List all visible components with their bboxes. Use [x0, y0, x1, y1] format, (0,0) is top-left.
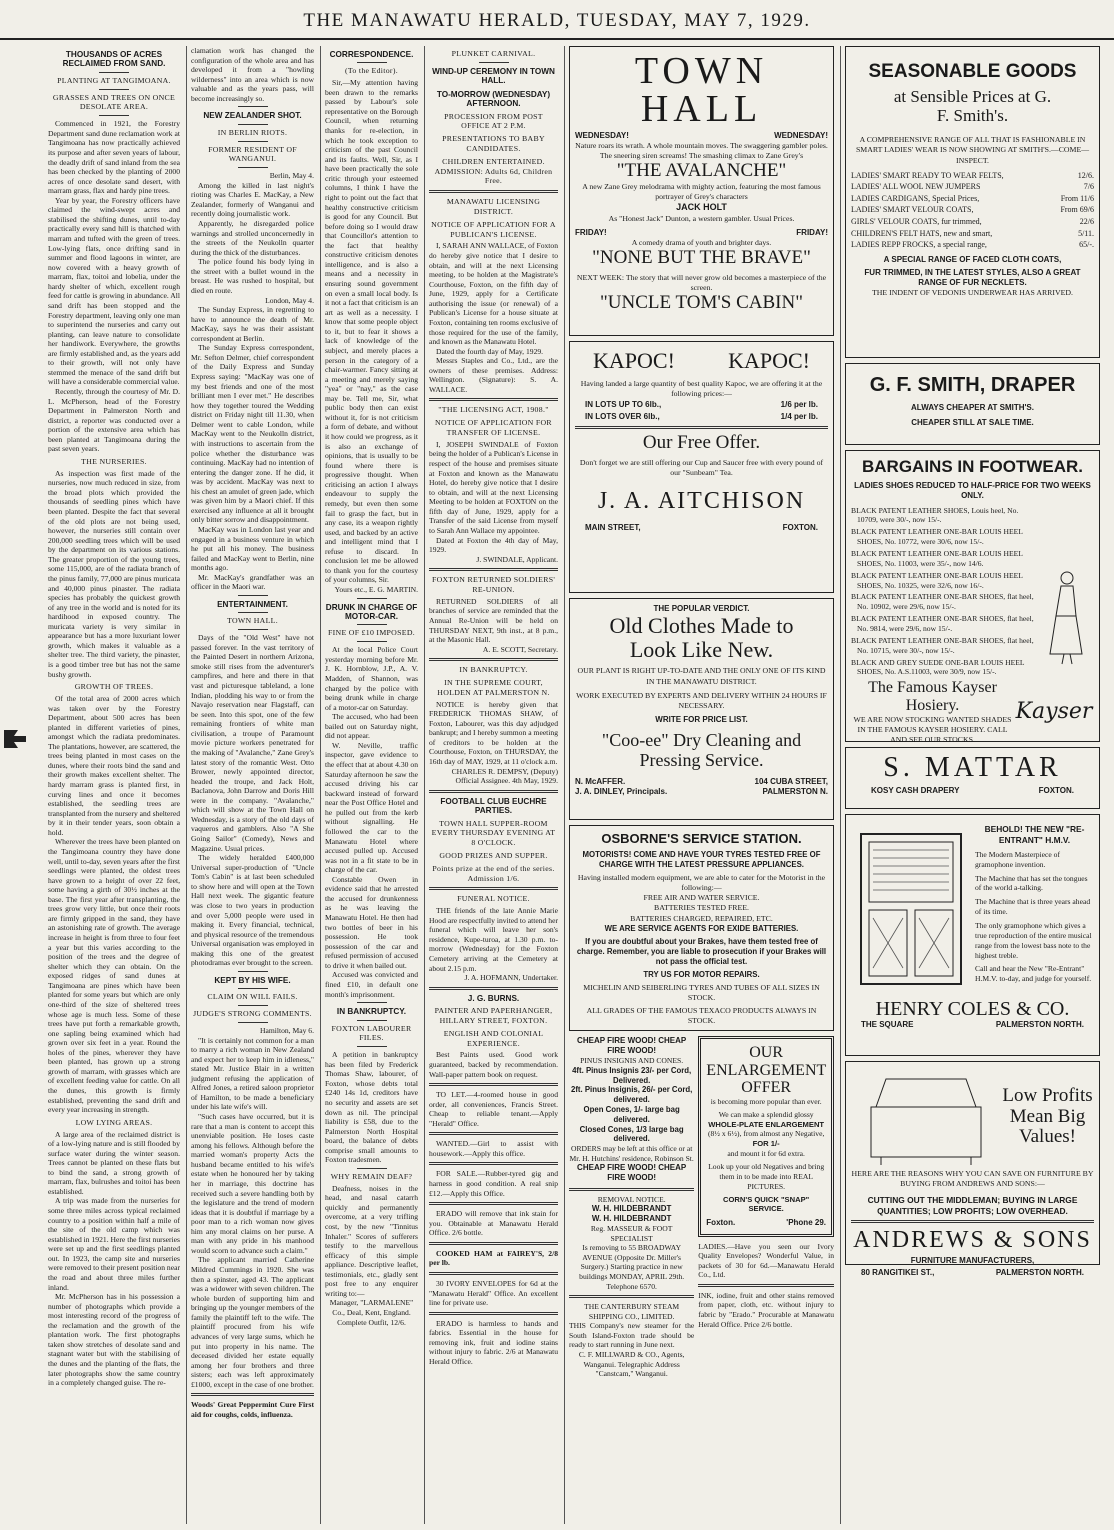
notice-line: ENGLISH AND COLONIAL EXPERIENCE. — [443, 1028, 544, 1048]
firewood-line: Open Cones, 1/- large bag delivered. — [583, 1104, 680, 1124]
dateline: London, May 4. — [265, 295, 314, 305]
price-item — [851, 239, 1094, 251]
lower-left-ads — [569, 1036, 694, 1379]
removal-name: W. H. HILDEBRANDT — [591, 1214, 672, 1224]
town-hall-title: TOWN HALL — [634, 50, 769, 130]
paragraph: Of the total area of 2000 acres which was taken over by the Forestry Department, about 500 acres has been planted in different varieties of pines, amongst which the radiata predominates. The plantations, however, are scattered, the trees being planted in most cases on the dunes, where their roots bind the sand and their growth makes excellent shelter. The hardy marram grass is planted first, in curving lines and once it becomes established, the seedling trees are transplanted from the nursery and sheltered by it in their tender years, soon obtain a hold. — [48, 693, 180, 837]
ad-text: LADIES SHOES REDUCED TO HALF-PRICE FOR TWO WEEKS ONLY. — [854, 481, 1091, 501]
notice-line: Points prize at the end of the series. Admission 1/6. — [432, 863, 555, 883]
ad-text: MOTORISTS! COME AND HAVE YOUR TYRES TESTED FREE OF CHARGE WITH THE LATEST PRESSURE APPLIANCES. — [582, 850, 821, 870]
paragraph: CHARLES R. DEMPSY, (Deputy) Official Assignee. 4th May, 1929. — [451, 766, 558, 786]
ad-text: We can make a splendid glossy — [718, 1109, 814, 1119]
price-item — [851, 193, 1094, 205]
ad-text: FOR 1/- — [752, 1139, 780, 1149]
kayser-logo: Kayser — [1015, 699, 1093, 725]
ad-text: FURNITURE MANUFACTURERS, — [910, 1255, 1035, 1265]
kapoc-title: KAPOC! — [728, 348, 810, 373]
paragraph: THE friends of the late Annie Marie Hood are respectfully invited to attend her funeral which will leave her son's residence, Kupe-turoa, at 1.30 p.m. to-morrow (Wednesday) for the Foxton Cemetery arriving at the Cemetery at about 2.15 p.m. — [429, 906, 558, 973]
ad-text: As "Honest Jack" Dunton, a western gambler. Usual Prices. — [608, 213, 795, 223]
classified: TO LET.—4-roomed house in good order, all conveniences, Francis Street. Cheap to reliable tenant.—Apply "Herald" Office. — [429, 1090, 558, 1128]
subhead: "THE LICENSING ACT, 1908." — [438, 405, 549, 415]
headline: NEW ZEALANDER SHOT. — [203, 111, 302, 121]
item-price: From 11/6 — [1060, 193, 1094, 203]
shoe-list — [851, 506, 1034, 680]
subhead: NOTICE OF APPLICATION FOR A PUBLICAN'S LICENSE. — [431, 219, 556, 239]
notice-line: GOOD PRIZES AND SUPPER. — [439, 850, 548, 860]
paragraph: A. E. SCOTT, Secretary. — [482, 644, 558, 654]
paragraph: The police found his body lying in the street with a bullet wound in the breast. He was rushed to hospital, but died en route. — [191, 257, 314, 295]
ad-text: The Machine that is three years ahead of its time. — [975, 897, 1091, 917]
ad-text: (8½ x 6½), from almost any Negative, — [707, 1129, 825, 1139]
classified: COOKED HAM at FAIREY'S, 2/8 per lb. — [429, 1248, 558, 1268]
address: THE SQUARE — [861, 1020, 914, 1029]
paragraph: At the local Police Court yesterday morning before Mr. J. K. Hornblow, J.P., A. V. Madden, of Shannon, was charged by the police with being drunk while in charge of a motor-car on Saturday. — [325, 645, 418, 712]
subhead: JUDGE'S STRONG COMMENTS. — [193, 1009, 312, 1019]
ad-text: WE ARE NOW STOCKING WANTED SHADES IN THE FAMOUS KAYSER HOSIERY. CALL AND SEE OUR STOCKS. — [853, 714, 1012, 744]
day-label: FRIDAY! — [575, 227, 607, 237]
subhead: IN THE SUPREME COURT, HOLDEN AT PALMERSTON N. — [437, 678, 550, 697]
classified: ERADO is harmless to hands and fabrics. Essential in the house for removing ink, fruit and iodine stains without injury to fabric. 2/6 at Manawatu Herald Office. — [429, 1318, 558, 1366]
ad-text: PINUS INSIGNIS AND CONES. — [580, 1056, 684, 1066]
signature: Yours etc., E. G. MARTIN. — [334, 585, 418, 595]
headline: WIND-UP CEREMONY IN TOWN HALL. — [432, 66, 555, 86]
ad-title: Old Clothes Made to Look Like New. — [609, 613, 794, 663]
andrews-ad — [845, 1061, 1100, 1277]
column-3 — [320, 46, 422, 1524]
paragraph: Deafness, noises in the head, and nasal catarrh quickly and permanently overcome, at a very trifling cost, by the new "Tinnitus Inhaler." Scores of sufferers testify to the marvellous efficacy of this simple appliance. Descriptive leaflet, testimonials, etc., gladly sent post free to any enquirer writing to:— — [325, 1183, 418, 1298]
ad-text: FUR TRIMMED, IN THE LATEST STYLES, ALSO A GREAT RANGE OF FUR NECKLETS. — [864, 267, 1081, 287]
paragraph: NOTICE is hereby given that FREDERICK THOMAS SHAW, of Foxton, Labourer, was this day adjudged bankrupt; and I hereby summon a meeting of creditors to be holden at the Courthouse, Foxton, on THURSDAY, the 16th day of MAY, 1929, at 11 o'clock a.m. — [429, 699, 558, 766]
paragraph: Dated at Foxton the 4th day of May, 1929. — [429, 535, 558, 555]
item-price: 7/6 — [1083, 182, 1094, 192]
classified: WANTED.—Girl to assist with housework.—Apply this office. — [429, 1139, 558, 1158]
shoe-item: BLACK PATENT LEATHER ONE-BAR LOUIS HEEL SHOES, No. 10325, were 32/6, now 16/-. — [851, 570, 1023, 590]
shoe-item: BLACK PATENT LEATHER ONE-BAR LOUIS HEEL SHOES, No. 11003, were 35/-, now 14/6. — [851, 549, 1023, 568]
ad-text: WRITE FOR PRICE LIST. — [655, 714, 748, 724]
notice-line: PROCESSION FROM POST OFFICE AT 2 P.M. — [444, 111, 543, 131]
left-margin — [0, 46, 46, 1516]
price-list — [851, 170, 1094, 251]
notice-line: PAINTER AND PAPERHANGER, HILLARY STREET, FOXTON. — [434, 1006, 553, 1025]
column-2 — [186, 46, 318, 1524]
ad-text: ALWAYS CHEAPER AT SMITH'S. — [911, 403, 1034, 413]
firewood-line: 4ft. Pinus Insignis 23/- per Cord, Delivered. — [572, 1065, 692, 1085]
day-label: WEDNESDAY! — [575, 131, 629, 140]
ad-text: Nature roars its wrath. A whole mountain moves. The swaggering gambler poles. The sneering siren screams! The smashing climax to Zane Grey's — [575, 141, 828, 161]
price-item — [851, 228, 1094, 240]
price-label: IN LOTS OVER 6lb., — [585, 411, 660, 421]
ad-text: CHEAPER STILL AT SALE TIME. — [911, 418, 1034, 428]
principal: J. A. DINLEY, Principals. — [575, 786, 668, 796]
film-title: "NONE BUT THE BRAVE" — [592, 247, 811, 269]
subhead: TOWN HALL. — [227, 616, 278, 626]
masthead-title: THE MANAWATU HERALD, TUESDAY, MAY 7, 1929. — [303, 10, 811, 31]
subhead: PLANTING AT TANGIMOANA. — [57, 75, 171, 85]
address: FOXTON. — [782, 522, 818, 532]
paragraph: Dated the fourth day of May, 1929. — [436, 346, 544, 356]
ad-text: THIS Company's new steamer for the South Island-Foxton trade should be ready to start running in June next. — [569, 1321, 695, 1350]
mattar-ad — [845, 747, 1100, 809]
price-item — [851, 170, 1094, 182]
gramophone-cabinet-icon — [851, 824, 971, 994]
removal-name: W. H. HILDEBRANDT — [591, 1204, 672, 1214]
address: 104 CUBA STREET, — [754, 776, 828, 786]
osborne-service-ad — [569, 825, 834, 1031]
star-name: JACK HOLT — [676, 202, 727, 213]
column-6 — [840, 46, 1104, 1524]
paragraph: Manager, "LARMALENE" Co., Deal, Kent, England. Complete Outfit, 12/6. — [329, 1298, 414, 1327]
notice-line: TOWN HALL SUPPER-ROOM EVERY THURSDAY EVENING AT 8 O'CLOCK. — [431, 818, 556, 848]
ad-text: CORN'S QUICK "SNAP" SERVICE. — [723, 1194, 810, 1214]
column-1 — [48, 46, 184, 1524]
ad-text: WHOLE-PLATE ENLARGEMENT — [708, 1119, 825, 1129]
subhead: FORMER RESIDENT OF WANGANUI. — [208, 144, 297, 164]
paragraph: Accused was convicted and fined £10, in default one month's imprisonment. — [325, 970, 418, 999]
headline: CORRESPONDENCE. — [329, 50, 414, 59]
paragraph: The applicant married Catherine Mildred Cummings in 1920. She was then a spinster, aged 43. The applicant was a widower with seven children. The whole burden of supporting him and bringing up the younger members of the family the plaintiff left to the wife. The plaintiff procured from his wife advances of very large sums, which he put into property in his name. The deceased divided her estate equally among her four brothers and three sisters; each was left approximately £1000, except in the case of one brother. — [191, 1255, 314, 1389]
ad-text: is becoming more popular than ever. — [710, 1096, 822, 1106]
dry-cleaning-ad — [569, 598, 834, 820]
ad-text: Call and hear the New "Re-Entrant" H.M.V. to-day, and judge for yourself. — [975, 964, 1092, 984]
firewood-line: Closed Cones, 1/3 large bag delivered. — [579, 1124, 684, 1144]
item-price: From 69/6 — [1060, 205, 1094, 215]
paragraph: Apparently, he disregarded police warnings and strolled unconcernedly in the streets of the Neukolln quarter during the thick of the disturbances. — [191, 219, 314, 257]
firewood-title: CHEAP FIRE WOOD! CHEAP FIRE WOOD! — [577, 1163, 687, 1183]
seasonable-goods-ad — [845, 46, 1100, 358]
furniture-sketch-icon — [851, 1067, 1001, 1167]
price-value: 1/6 per lb. — [780, 399, 818, 409]
smith-draper-ad — [845, 363, 1100, 445]
removal-title: REMOVAL NOTICE. — [597, 1194, 666, 1204]
ad-text: Look up your old Negatives and bring them in to be made into REAL PICTURES. — [708, 1161, 825, 1191]
paragraph: Constable Owen in evidence said that he arrested the accused for drunkenness as he was leaving the Manawatu Hotel. He then had two bottles of beer in his possession. He took possession of the car and refused permission of accused to drive it when bailed out. — [325, 874, 418, 970]
ad-text: Is removing to 55 BROADWAY AVENUE (Opposite Dr. Miller's Surgery.) Starting practice in new buildings MONDAY, APRIL 29th. Telephone 6570. — [579, 1243, 685, 1291]
shoe-item: BLACK PATENT LEATHER ONE-BAR SHOES, flat heel, No. 10902, were 29/6, now 15/-. — [851, 592, 1034, 612]
town-hall-ad — [569, 46, 834, 336]
paragraph: Mr. McPherson has in his possession a number of photographs which provide a most interesting record of the progress of the reclamation and the growth of the plantation work. The first photographs taken show stretches of desolate sand and stagnant water but with the stabilising of the dunes and the planting of the flats, the later photographs show the same country in a completely changed guise. The re- — [48, 1292, 180, 1388]
ad-text: THE INDENT OF VEDONIS UNDERWEAR HAS ARRIVED. — [872, 288, 1073, 298]
ad-title: OSBORNE'S SERVICE STATION. — [601, 831, 802, 846]
item-price: 22/6 — [1079, 217, 1094, 227]
headline: TO-MORROW (WEDNESDAY) AFTERNOON. — [436, 89, 551, 109]
paragraph: I, JOSEPH SWINDALE of Foxton being the holder of a Publican's License in respect of the house and premises situate at Foxton and known as the Manawatu Hotel, do hereby give notice that I desire to obtain, and will at the next Licensing Meeting to be holden at FOXTON on the fifth day of June, 1929, apply for a Transfer of the said License from myself to Sarah Ann Wallace my appointee. — [429, 439, 558, 535]
paragraph: MacKay was in London last year and engaged in a business venture in which he put all his money. The business failed and MacKay went to Berlin, nine months ago. — [191, 525, 314, 573]
paragraph: Among the killed in last night's rioting was Charles E. MacKay, a New Zealander, formerly of Wanganui and recently doing journalistic work. — [191, 180, 314, 219]
masthead — [0, 10, 1114, 40]
ad-title: Low Profits Mean Big Values! — [1002, 1084, 1093, 1148]
ad-text: C. F. MILLWARD & CO., Agents, Wanganui. Telegraphic Address "Canstcam," Wanganui. — [578, 1349, 685, 1379]
ad-text: Don't forget we are still offering our Cup and Saucer free with every pound of our "Sunbeam" Tea. — [579, 458, 824, 478]
ad-title: SEASONABLE GOODS — [868, 61, 1077, 82]
subhead: NOTICE OF APPLICATION FOR TRANSFER OF LICENSE. — [435, 418, 552, 438]
ad-text: A SPECIAL RANGE OF FACED CLOTH COATS, — [883, 254, 1062, 264]
subhead: IN BANKRUPTCY. — [459, 665, 528, 675]
address: MAIN STREET, — [585, 522, 641, 532]
paragraph: clamation work has changed the configuration of the whole area and has developed it from a "howling wilderness" into an area which is now valuable and as the years pass, will become increasingly so. — [191, 46, 314, 103]
ad-text: NEXT WEEK: The story that will never grow old becomes a masterpiece of the screen. — [576, 273, 827, 293]
subhead: FINE OF £10 IMPOSED. — [327, 628, 415, 638]
ad-subtitle: at Sensible Prices at G. F. Smith's. — [893, 86, 1052, 125]
gramophone-ad — [845, 814, 1100, 1056]
paragraph: Recently, through the courtesy of Mr. D. L. McPherson, head of the Forestry Department in Palmerston North and district, a reporter was conducted over a portion of the extensive area which has been planted at Tangimoana during the past seven years. — [48, 387, 180, 454]
lower-right-ads — [698, 1036, 834, 1379]
address: KOSY CASH DRAPERY — [871, 785, 960, 795]
firewood-title: CHEAP FIRE WOOD! CHEAP FIRE WOOD! — [577, 1036, 687, 1056]
item-name: CHILDREN'S FELT HATS, new and smart, — [851, 228, 993, 238]
paragraph: W. Neville, traffic inspector, gave evidence to the effect that at about 4.30 on Saturday afternoon he saw the accused driving his car backward instead of forward near the Post Office Hotel and he pulled out from the kerb without signalling. He followed the car to the Manawatu Hotel where accused pulled up. Accused was not in a fit state to be in charge of the car. — [325, 740, 418, 875]
price-label: IN LOTS UP TO 6lb., — [585, 399, 662, 409]
service-line: TRY US FOR MOTOR REPAIRS. — [643, 969, 760, 979]
paragraph: Wherever the trees have been planted on the Tangimoana country they have done well, until to-day, seven years after the first seedlings were planted, the oldest trees have grown to a height of over 22 feet, some having a girth of 30½ inches at the base. The first year after transplanting, the trees grow very little, but once their roots are firmly gripped in the sand, they have an astonishing rate of growth. The average increase in height is from three to four feet a year but this varies according to the position of the trees and the degree of shelter which they can obtain. On the exposed ridges of sand dunes at Tangimoana are pines which have been planted for some years but which are only one-third of the size of sheltered trees whose age is much less. Some of these trees have put forth a remarkable growth, one sapling being examined which had grown over six feet in a year. Round the holes of the pines, wherever they have been planted, has grown up a strong growth of marram, with grasses which are of excellent feeding value for cattle. On all the dunes, this growth is firmly established, preventing the sand drift and every year increasing in strength. — [48, 837, 180, 1115]
headline: J. G. BURNS. — [467, 993, 520, 1003]
price-item — [851, 181, 1094, 193]
ad-text: ORDERS may be left at this office or at Mr. H. Hutchins' residence, Robinson St. — [569, 1144, 694, 1163]
price-value: 1/4 per lb. — [780, 411, 818, 421]
ad-text: The Machine that has set the tongues of the world a-talking. — [975, 873, 1088, 893]
ad-text: Reg. MASSEUR & FOOT SPECIALIST — [590, 1224, 673, 1243]
merchant-name: "Coo-ee" Dry Cleaning and Pressing Service. — [601, 730, 802, 770]
firewood-line: 2ft. Pinus Insignis, 26/- per Cord, delivered. — [570, 1085, 693, 1105]
margin-pointer-icon — [0, 46, 46, 1516]
item-name: GIRLS' VELOUR COATS, fur trimmed, — [851, 217, 982, 227]
shoe-item: BLACK PATENT LEATHER ONE-BAR SHOES, flat heel, No. 9814, were 29/6, now 15/-. — [851, 614, 1034, 634]
shoe-item: BLACK PATENT LEATHER ONE-BAR SHOES, flat heel, No. 10715, were 30/-, now 15/-. — [851, 635, 1034, 655]
ad-text: A new Zane Grey melodrama with mighty action, featuring the most famous portrayer of Grey's characters — [582, 182, 821, 202]
shoe-item: BLACK PATENT LEATHER ONE-BAR LOUIS HEEL SHOES, No. 10772, were 30/6, now 15/-. — [851, 527, 1023, 547]
classified: ERADO will remove that ink stain for you. Obtainable at Manawatu Herald Office. 2/6 bottle. — [429, 1209, 558, 1238]
ad-subtitle: The Famous Kayser Hosiery. — [868, 679, 997, 714]
paragraph: A large area of the reclaimed district is of a low-lying nature and is still flooded by surface water during the winter season. Trees cannot be planted on these flats but to bind the sand, a strong growth of marram, flax, bulrushes and toitoi has been established. — [48, 1129, 180, 1196]
classified: FOR SALE.—Rubber-tyred gig and harness in good condition. A real snip £12.—Apply this Office. — [429, 1169, 558, 1198]
subhead: MANAWATU LICENSING DISTRICT. — [446, 197, 541, 216]
lower-ads — [569, 1036, 834, 1379]
paragraph: J. SWINDALE, Applicant. — [476, 554, 558, 564]
service-line: WE ARE SERVICE AGENTS FOR EXIDE BATTERIES. — [604, 923, 799, 933]
ad-text: HERE ARE THE REASONS WHY YOU CAN SAVE ON FURNITURE BY BUYING FROM ANDREWS AND SONS:— — [851, 1169, 1094, 1189]
paragraph: Year by year, the Forestry officers have claimed the wind-swept acres and stabilised the shifting dunes, until to-day practically every sand hill is thatched with marram and tufted with the green of trees. Low-lying flats, once drifting sand in summer and flood lagoons in winter, are now covered with a heavy growth of marram, flax, toitoi and lobelia, under the hardy shelter of which, excellent rough feed for cattle is growing in abundance. All sand drift has been stopped and the Forestry department, leaving only one man to superintend the nurseries and carry out planting, can leave nature to consolidate her handiwork. Everywhere, the growths are firmly established and, as the years add to their growth, will not only have stemmed the menace of the sand drift but will have a considerable commercial value. — [48, 195, 180, 387]
subhead: CLAIM ON WILL FAILS. — [207, 992, 298, 1002]
ad-text: The Modern Masterpiece of gramophone invention. — [975, 849, 1060, 869]
film-title: "THE AVALANCHE" — [616, 160, 787, 182]
ad-title: BEHOLD! THE NEW "RE-ENTRANT" H.M.V. — [984, 824, 1085, 845]
service-line: BATTERIES CHARGED, REPAIRED, ETC. — [630, 913, 773, 923]
ad-text: The only gramophone which gives a true reproduction of the entire musical range from the lowest bass note to the highest treble. — [975, 921, 1092, 960]
paragraph: I, SARAH ANN WALLACE, of Foxton do hereby give notice that I desire to obtain, and will at the next Licensing meeting, to be holden at the Magistrate's Courthouse, Foxton, on the fifth day of June, 1929, apply for a Certificate authorising the issue (or renewal) of a Publican's License for a house situate at Foxton, containing ten rooms exclusive of those required for the use of the family, and known as the Manawatu Hotel. — [429, 241, 558, 347]
address: FOXTON. — [1038, 785, 1074, 795]
enlargement-ad — [698, 1036, 834, 1237]
merchant-name: J. A. AITCHISON — [597, 488, 806, 515]
paragraph: Days of the "Old West" have not passed forever. In the vast territory of the Painted Desert in northern Arizona, smoke still rises from the adventurer's campfires, and here and there in that vast and picturesque tableland, a lone Indian, plodding his way to or from the Navajo reservation near Flagstaff, can be seen. Into this spot, one of the few remaining frontiers of white man civilisation, a troupe of Paramount movie picture workers penetrated for the making of "Avalanche," Zane Grey's latest story of the romantic West. Otto Brower, newly appointed director, headed the troupe, and Jack Holt, Baclanova, John Darrow and Doris Hill were in the company. "Avalanche," which will show at the Town Hall on Wednesday, is a story of the old days of vaqueros and gamblers. Also "A She Going Sailor" (Comedy), News and Magazine. Usual prices. — [191, 633, 314, 853]
ad-kicker: THE POPULAR VERDICT. — [653, 604, 750, 613]
shoe-item: BLACK PATENT LEATHER SHOES, Louis heel, No. 10709, were 30/-, now 15/-. — [851, 505, 1019, 525]
classified: 30 IVORY ENVELOPES for 6d at the "Manawatu Herald" Office. An excellent line for private use. — [429, 1278, 558, 1308]
service-line: FREE AIR AND WATER SERVICE. — [643, 893, 760, 903]
classified: INK, iodine, fruit and other stains removed from paper, cloth, etc. without injury to fabric by "Erado." Procurable at Manawatu Herald Office. Price 2/6 bottle. — [698, 1290, 834, 1329]
subhead: IN BERLIN RIOTS. — [217, 127, 288, 137]
column-4 — [424, 46, 562, 1524]
subhead: (To the Editor). — [345, 66, 398, 76]
ad-title: OUR ENLARGEMENT OFFER — [706, 1044, 827, 1097]
notice-line: PRESENTATIONS TO BABY CANDIDATES. — [442, 134, 545, 153]
headline: IN BANKRUPTCY. — [336, 1007, 407, 1017]
subhead: FUNERAL NOTICE. — [457, 894, 530, 904]
paragraph: J. A. HOFMANN, Undertaker. — [464, 973, 558, 983]
ad-text: WORK EXECUTED BY EXPERTS AND DELIVERY WITHIN 24 HOURS IF NECESSARY. — [576, 690, 827, 710]
dress-figure-icon — [1034, 566, 1094, 666]
ad-title: BARGAINS IN FOOTWEAR. — [862, 457, 1083, 476]
price-item — [851, 204, 1094, 216]
service-line: If you are doubtful about your Brakes, have them tested free of charge. Remember, you are liable to prosecution if your Brakes will not pass the official test. — [576, 937, 827, 967]
price-item — [851, 216, 1094, 228]
paragraph: Mr. MacKay's grandfather was an officer in the Maori war. — [191, 572, 314, 592]
offer-title: Our Free Offer. — [642, 432, 761, 454]
subhead: PLUNKET CARNIVAL. — [451, 49, 536, 58]
paragraph: A petition in bankruptcy has been filed by Frederick Thomas Shaw, labourer, of Foxton, whose debts total £240 14s 1d, creditors have no security and assets are set down as nil. The principal liability is £58, due to the Palmerston North Hospital board, the balance of debts comprise small amounts to Foxton tradesmen. — [325, 1050, 418, 1165]
ad-text: A COMPREHENSIVE RANGE OF ALL THAT IS FASHIONABLE IN SMART LADIES' WEAR IS NOW SHOWING AT SMITH'S.—COME—INSPECT. — [855, 135, 1090, 165]
item-name: LADIES' ALL WOOL NEW JUMPERS — [851, 182, 981, 192]
paragraph: The widely heralded £400,000 Universal super-production of "Uncle Tom's Cabin" is at last been scheduled to show here and will open at the Town Hall next week. The gigantic feature was close to two years in production and over 5,000 people were used in making it. Every financial, technical, and physical resource of the tremendous Universal organisation was employed in making this one of the greatest photodramas ever brought to the screen. — [191, 853, 314, 968]
subhead: WHY REMAIN DEAF? — [330, 1171, 413, 1181]
address: PALMERSTON N. — [762, 786, 828, 796]
subhead: FOXTON LABOURER FILES. — [331, 1023, 412, 1043]
item-name: LADIES' SMART VELOUR COATS, — [851, 205, 974, 215]
subhead: GROWTH OF TREES. — [74, 682, 154, 692]
day-label: WEDNESDAY! — [774, 131, 828, 140]
ad-text: and mount it for 6d extra. — [727, 1149, 805, 1159]
column-5 — [564, 46, 838, 1524]
headline: FOOTBALL CLUB EUCHRE PARTIES. — [440, 796, 547, 816]
ad-text: Having landed a large quantity of best quality Kapoc, we are offering it at the following prices:— — [580, 378, 823, 398]
item-price: 65/-. — [1079, 240, 1094, 250]
dateline: Berlin, May 4. — [269, 171, 314, 181]
address: Foxton. — [706, 1218, 736, 1228]
merchant-name: ANDREWS & SONS — [853, 1227, 1092, 1254]
paragraph: "It is certainly not common for a man to marry a rich woman in New Zealand and expect her to keep him in idleness," stated Mr. Justice Blair in a written judgment refusing the application of Alfred Jones, a retired saloon proprietor of Hamilton, to be made a beneficiary under his late wife's will. — [191, 1035, 314, 1112]
paragraph: Sir,—My attention having been drawn to the remarks passed by Labour's sole representative on the Borough Council, when returning thanks for re-election, in which he took exception to criticism of the past Council and its faults. Well, Sir, as I have been practically the sole critic through your esteemed columns, I think I have the right to point out the fact that healthy constructive criticism is good for any Council. But before doing so I would draw that Councillor's attention to the fact that healthy constructive criticism denotes intelligence, and is also a means and a necessity in ensuring sound government on even a small local body. Is it not a fact that criticism is an art as well as a necessity. I know that some people object to it, but to fear it shows a lack of knowledge of the subject, and merely places a person in the category of a chair-warmer. Fancy sitting at a meeting and merely saying "yea" or "nay," as the case may be. Tell me, Sir, what public body then can exist without it, for is not criticism a form of debate, and without it how could we progress, as it is also an exchange of opinions, that is usually to be found where there is progressive thought. When criticising an action I always endeavour to supply the remedy, but even then some fail to grasp the fact, but in any case, its a weapon rightly used, and backed by an active and intelligent mind that I refuse to discard. In conclusion let me be allowed to thank you for the courtesy of your columns, Sir. — [325, 78, 418, 585]
shoe-item: BLACK AND GREY SUEDE ONE-BAR LOUIS HEEL SHOES, No. A.S.11003, were 30/9, now 15/-. — [851, 657, 1025, 677]
item-price: 12/6. — [1077, 170, 1094, 180]
paragraph: "Such cases have occurred, but it is rare that a man is content to accept this unenviable position. He loses caste among his fellows. Although before the married woman's property Acts the husband became entitled to his wife's estate when he honoured her by taking her in marriage, this doctrine has received such a severe handling both by the legislature and the trend of modern ideas that it is doubtful if marriage by a poor man to a rich woman now gives him any moral claims on her purse. A man with any pride in his manhood would scorn to advance such a claim." — [191, 1112, 314, 1255]
paragraph: Messrs Staples and Co., Ltd., are the owners of these premises. Address: Wellington. (Signature): S. A. WALLACE. — [429, 356, 558, 394]
paragraph: The Sunday Express, in regretting to have to announce the death of Mr. MacKay, says he was their assistant correspondent at Berlin. — [191, 305, 314, 343]
subhead: FOXTON RETURNED SOLDIERS' RE-UNION. — [431, 575, 556, 594]
dateline: Hamilton, May 6. — [260, 1025, 314, 1035]
paragraph: As inspection was first made of the nurseries, now much reduced in size, from the broad plots which provided the thousands of seedling pines which have been planted. Despite the fact that several of the old plots are not being used, however, the nurseries still contain over 200,000 seedling trees which will be used by the department on its various stations. The greater proportion of the young trees, some 115,000, are of the radiata branch of the pinus family, 77,000 are pinus muricata and 40,000 pinus pinaster. The radiata species has probably the quickest growth of any tree in the world and is noted for its hardihood in exposed country. The muricata variety is very similar in appearance but has a more luxuriant lower growth, which makes it valuable as a shelter tree. The third variety, the pinaster, is a good timber tree but has not the same bushy growth. — [48, 468, 180, 679]
kapoc-ad — [569, 341, 834, 593]
item-name: LADIES REPP FROCKS, a special range, — [851, 240, 987, 250]
ad-text: Having installed modern equipment, we are able to cater for the Motorist in the following:— — [577, 873, 826, 893]
woods-cure-ad: Woods' Great Peppermint Cure First aid for coughs, colds, influenza. — [191, 1400, 314, 1419]
headline: KEPT BY HIS WIFE. — [214, 975, 291, 985]
item-name: LADIES' SMART READY TO WEAR FELTS, — [851, 170, 1004, 180]
merchant-name: HENRY COLES & CO. — [875, 998, 1070, 1020]
subhead: GRASSES AND TREES ON ONCE DESOLATE AREA. — [52, 92, 176, 112]
item-name: LADIES CARDIGANS, Special Prices, — [851, 193, 980, 203]
paragraph: The accused, who had been bailed out on Saturday night, did not appear. — [325, 712, 418, 741]
address: PALMERSTON NORTH. — [995, 1267, 1084, 1277]
paragraph: A trip was made from the nurseries for some three miles across typical reclaimed country to a position within half a mile of the site of the old camp which was established in 1921. Here the first nurseries were set up and the first seedlings planted out. In 1923, the camp site and nurseries were removed to their present position near the road and about three miles further inland. — [48, 1196, 181, 1292]
ad-text: CUTTING OUT THE MIDDLEMAN; BUYING IN LARGE QUANTITIES; LOW PROFITS; LOW OVERHEAD. — [867, 1195, 1078, 1216]
classified: LADIES.—Have you seen our Ivory Quality Envelopes? Wonderful Value, in packets of 30 for 6d.—Manawatu Herald Co., Ltd. — [698, 1241, 834, 1280]
principal: N. McAFFER. — [575, 776, 626, 786]
day-label: FRIDAY! — [796, 227, 828, 237]
service-line: MICHELIN AND SEIBERLING TYRES AND TUBES OF ALL SIZES IN STOCK. — [583, 982, 820, 1002]
paragraph: The Sunday Express correspondent, Mr. Sefton Delmer, chief correspondent of the Daily Express and Sunday Express saying: "MacKay was one of my best friends and one of the most brilliant men I ever met." He describes how they together toured the Wedding district on Friday night till 11.30, when Delmer went to cable London, while MacKay went to the Neukolln district, with instructions to ascertain from the police whether the disturbance was continuing. MacKay had no intention of entering the danger zone. If he did, it was by accident. MacKay was next to his chest an amulet of green jade, which was given him by a Maori chief. If this exercised any influence at all it brought only bitter sorrow and disappointment. — [191, 343, 314, 525]
paragraph: Best Paints used. Good work guaranteed, backed by recommendation. Wall-paper pattern book on request. — [429, 1050, 558, 1079]
ad-text: OUR PLANT IS RIGHT UP-TO-DATE AND THE ONLY ONE OF ITS KIND IN THE MANAWATU DISTRICT. — [577, 666, 826, 686]
canterbury-title: THE CANTERBURY STEAM SHIPPING CO., LIMITED. — [584, 1302, 680, 1321]
address: 80 RANGITIKEI ST., — [861, 1267, 935, 1277]
address: PALMERSTON NORTH. — [995, 1020, 1084, 1029]
paragraph: Commenced in 1921, the Forestry Department sand dune reclamation work at Tangimoana has now practically achieved its purpose and after seven years of labour, the deadly drift of sand inland from the sea has been checked by the planting of 2000 acres of once desolate sand desert, with marram grass, flax and hardy pine trees. — [48, 119, 180, 196]
item-price: 5/11. — [1078, 228, 1094, 238]
merchant-name: S. MATTAR — [883, 752, 1062, 783]
merchant-name: G. F. SMITH, DRAPER — [869, 374, 1076, 396]
subhead: THE NURSERIES. — [81, 456, 147, 466]
footwear-ad — [845, 450, 1100, 742]
service-line: BATTERIES TESTED FREE. — [654, 903, 749, 913]
film-title: "UNCLE TOM'S CABIN" — [600, 292, 803, 314]
kapoc-title: KAPOC! — [593, 348, 675, 373]
phone: 'Phone 29. — [786, 1218, 826, 1228]
headline: DRUNK IN CHARGE OF MOTOR-CAR. — [325, 602, 418, 622]
paragraph: RETURNED SOLDIERS of all branches of service are reminded that the Annual Re-Union will be held on THURSDAY NEXT, 9th inst., at 8 p.m., at the Masonic Hall. — [429, 596, 558, 645]
notice-line: CHILDREN ENTERTAINED. ADMISSION: Adults 6d, Children Free. — [434, 156, 553, 186]
subhead: LOW LYING AREAS. — [75, 1117, 153, 1127]
headline: THOUSANDS OF ACRES RECLAIMED FROM SAND. — [62, 50, 166, 69]
ad-text: A comedy drama of youth and brighter days. — [631, 238, 772, 247]
service-line: ALL GRADES OF THE FAMOUS TEXACO PRODUCTS ALWAYS IN STOCK. — [586, 1005, 817, 1026]
headline: ENTERTAINMENT. — [217, 599, 288, 609]
